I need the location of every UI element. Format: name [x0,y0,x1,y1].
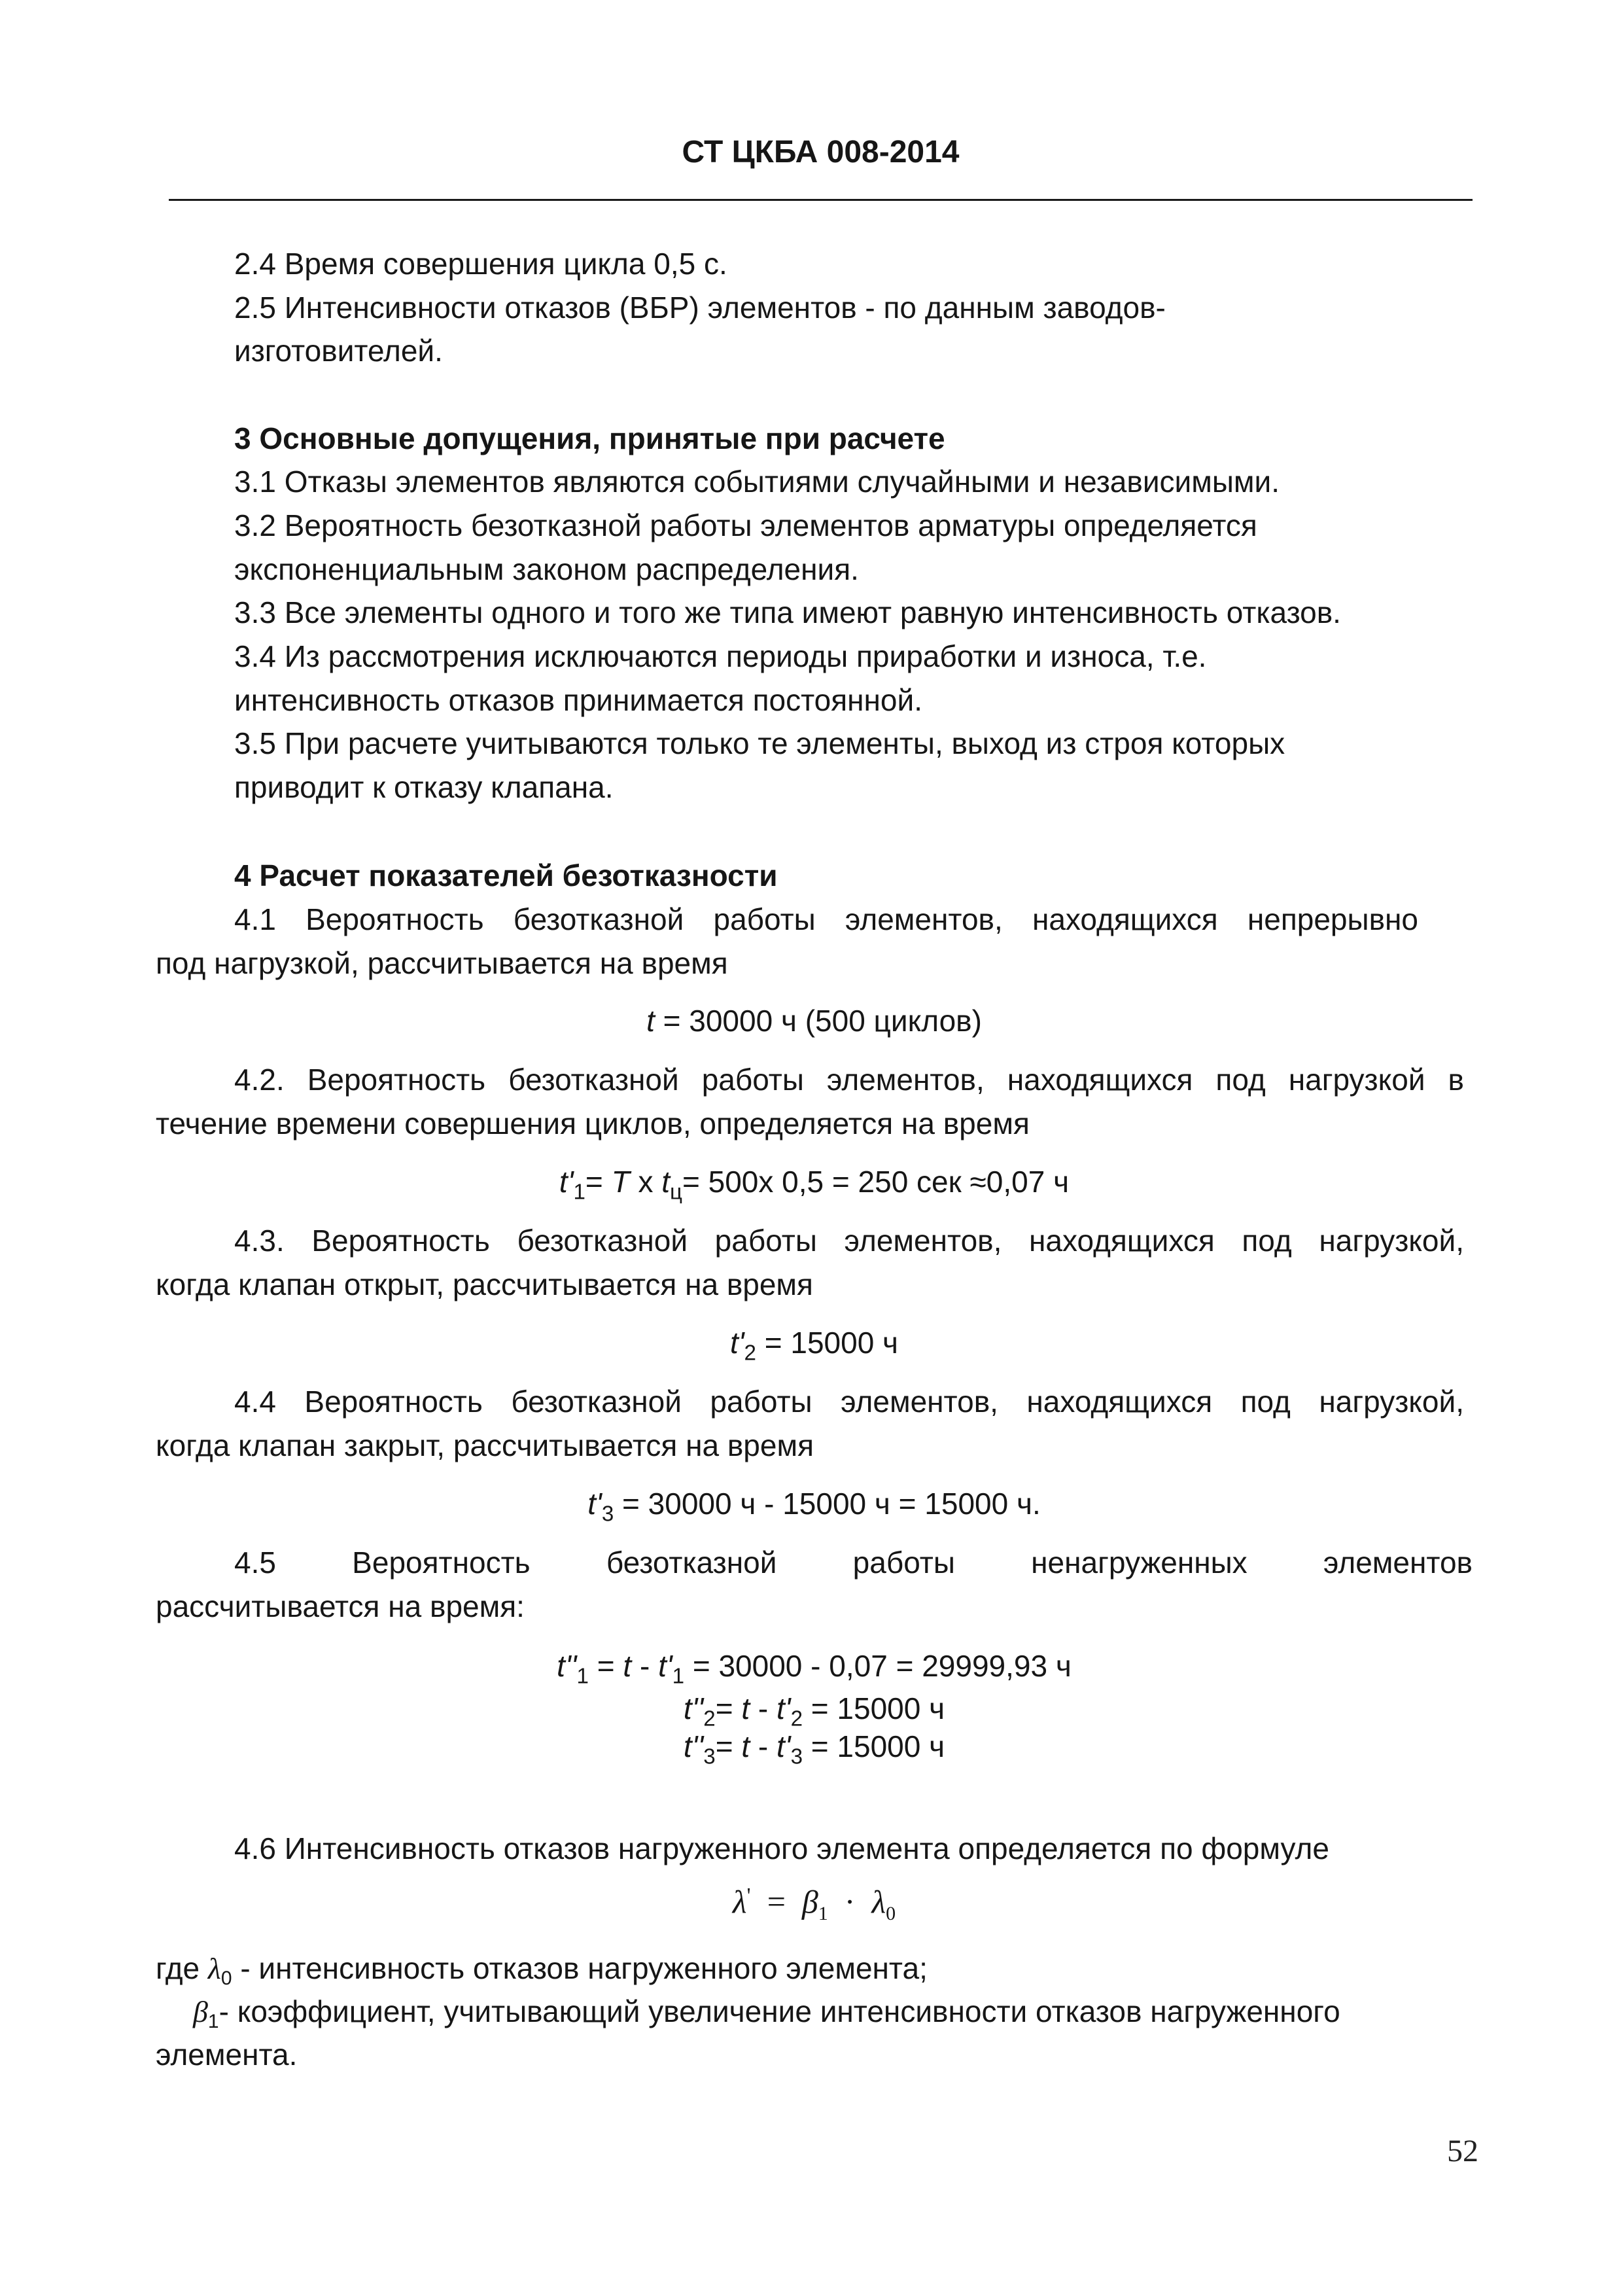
section-3-heading: 3 Основные допущения, принятые при расчете [234,421,945,455]
paragraph-4-6: 4.6 Интенсивность отказов нагруженного элемента определяется по формуле [234,1831,1329,1865]
definition-prefix: где [156,1951,208,1985]
formula-lambda: λ [871,1883,886,1920]
definition-text: - интенсивность отказов нагруженного элемента; [232,1951,928,1985]
paragraph-4-1-line-1: 4.1 Вероятность безотказной работы элементов, находящихся непрерывно [234,902,1418,936]
formula-text: - [750,1691,777,1725]
formula-var: t' [729,1326,744,1360]
paragraph-2-4: 2.4 Время совершения цикла 0,5 с. [234,247,727,281]
formula-text: = [715,1691,742,1725]
paragraph-3-4-line-2: интенсивность отказов принимается постоянной. [234,683,922,717]
formula-dot: · [844,1883,856,1920]
formula-subscript: 1 [672,1664,685,1689]
formula-var: t' [777,1729,791,1763]
formula-text: = [588,1649,623,1683]
formula-equals: = [767,1883,786,1920]
formula-text: = 500х 0,5 = 250 сек ≈0,07 ч [682,1165,1070,1199]
formula-text: = 15000 ч [803,1691,945,1725]
formula-text: = 30000 ч (500 циклов) [654,1004,982,1038]
formula-var: t [661,1165,671,1199]
formula-subscript: 1 [576,1664,589,1689]
paragraph-3-2-line-2: экспоненциальным законом распределения. [234,552,859,586]
paragraph-4-2-line-1: 4.2. Вероятность безотказной работы элементов, находящихся под нагрузкой в [234,1063,1464,1097]
formula-4-5-line-2 [156,1690,1473,1731]
formula-var: t [741,1729,750,1763]
formula-4-2 [156,1163,1473,1205]
formula-subscript: 0 [886,1902,896,1924]
formula-lambda: λ [732,1883,747,1920]
paragraph-2-5-line-1: 2.5 Интенсивности отказов (ВБР) элементов - по данным заводов- [234,291,1166,325]
formula-var: T [611,1165,630,1199]
formula-text: = 30000 ч - 15000 ч = 15000 ч. [614,1487,1041,1521]
definition-text: - коэффициент, учитывающий увеличение интенсивности отказов нагруженного [218,1994,1340,2028]
paragraph-4-3-line-1: 4.3. Вероятность безотказной работы элементов, находящихся под нагрузкой, [234,1224,1464,1258]
formula-text: - [631,1649,659,1683]
paragraph-4-1-line-2: под нагрузкой, рассчитывается на время [156,946,728,980]
paragraph-2-5-line-2: изготовителей. [234,334,443,368]
formula-text: = 15000 ч [756,1326,899,1360]
header-rule [169,199,1473,201]
paragraph-4-5-line-1: 4.5 Вероятность безотказной работы ненагруженных элементов [234,1545,1473,1580]
paragraph-4-5-line-2: рассчитывается на время: [156,1589,525,1623]
formula-var-t: t [646,1004,655,1038]
formula-4-5-line-1 [156,1648,1473,1689]
formula-text: x [629,1165,662,1199]
paragraph-4-4-line-2: когда клапан закрыт, рассчитывается на время [156,1428,814,1462]
paragraph-3-2-line-1: 3.2 Вероятность безотказной работы элементов арматуры определяется [234,508,1257,542]
formula-var: t [741,1691,750,1725]
formula-var: t' [777,1691,791,1725]
formula-subscript: 1 [818,1902,828,1924]
definition-beta1 [193,1993,1340,2030]
formula-subscript: 1 [573,1180,585,1205]
formula-text: = 30000 - 0,07 = 29999,93 ч [684,1649,1072,1683]
paragraph-3-5-line-2: приводит к отказу клапана. [234,770,614,804]
formula-4-6 [156,1877,1473,1934]
symbol-lambda: λ [207,1952,221,1985]
formula-subscript: 3 [601,1502,614,1527]
formula-text: = [585,1165,612,1199]
formula-var: t [623,1649,632,1683]
page-number: 52 [1447,2134,1478,2168]
formula-beta: β [801,1883,818,1920]
symbol-subscript: 0 [220,1968,232,1989]
formula-var: t' [658,1649,672,1683]
formula-subscript: 2 [790,1706,803,1731]
paragraph-3-5-line-1: 3.5 При расчете учитываются только те элементы, выход из строя которых [234,726,1285,760]
formula-text: - [750,1729,777,1763]
paragraph-3-4-line-1: 3.4 Из рассмотрения исключаются периоды приработки и износа, т.е. [234,639,1207,673]
paragraph-4-4-line-1: 4.4 Вероятность безотказной работы элементов, находящихся под нагрузкой, [234,1385,1464,1419]
formula-subscript: 3 [703,1744,716,1769]
paragraph-3-1: 3.1 Отказы элементов являются событиями случайными и независимыми. [234,465,1280,499]
formula-4-4 [156,1485,1473,1527]
document-header-title: СТ ЦКБА 008-2014 [682,135,960,169]
symbol-subscript: 1 [207,2011,219,2032]
formula-4-1 [156,1002,1473,1039]
formula-var: t'' [557,1649,577,1683]
formula-text: = [715,1729,742,1763]
formula-prime: ' [746,1884,751,1908]
formula-var: t'' [683,1729,704,1763]
formula-text: = 15000 ч [803,1729,945,1763]
paragraph-4-2-line-2: течение времени совершения циклов, определяется на время [156,1106,1030,1140]
formula-subscript: ц [670,1180,682,1205]
formula-4-5-line-3 [156,1728,1473,1769]
symbol-beta: β [193,1995,208,2028]
paragraph-4-3-line-2: когда клапан открыт, рассчитывается на время [156,1267,813,1301]
formula-subscript: 2 [744,1341,756,1366]
definition-beta1-line-2: элемента. [156,2038,298,2072]
formula-4-3 [156,1324,1473,1366]
section-4-heading: 4 Расчет показателей безотказности [234,858,778,892]
formula-subscript: 2 [703,1706,716,1731]
definition-lambda0 [156,1950,928,1987]
formula-subscript: 3 [790,1744,803,1769]
paragraph-3-3: 3.3 Все элементы одного и того же типа имеют равную интенсивность отказов. [234,595,1341,629]
formula-var: t'' [683,1691,704,1725]
formula-var: t' [587,1487,602,1521]
formula-var: t' [559,1165,574,1199]
